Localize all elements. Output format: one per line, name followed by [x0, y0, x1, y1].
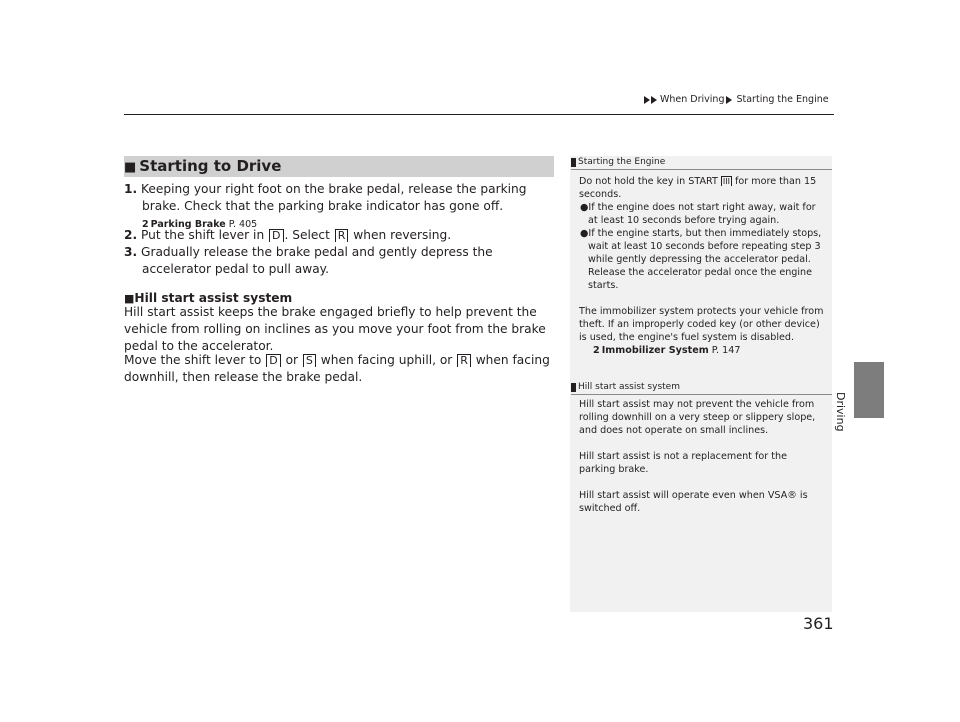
reference-icon: 2 — [142, 219, 149, 230]
shift-position-r-icon: R — [335, 229, 349, 242]
bullet-icon: ● — [580, 228, 589, 239]
note-body — [579, 175, 824, 357]
note-rule — [571, 169, 832, 170]
step-number: 3. — [124, 245, 138, 259]
note-marker-icon — [571, 383, 576, 392]
step-1 — [124, 181, 556, 233]
subsection-paragraph: Move the shift lever to D or S when facing uphill, or R when facing downhill, then release the brake pedal. — [124, 353, 550, 384]
note-body — [579, 398, 824, 515]
note-paragraph: Do not hold the key in START III for more than 15 seconds. — [579, 176, 817, 200]
note-title: Hill start assist system — [571, 382, 680, 392]
note-marker-icon — [571, 158, 576, 167]
breadcrumb-arrow-icon — [651, 96, 657, 104]
chapter-tab-label: Driving — [834, 392, 847, 432]
note-paragraph: Hill start assist may not prevent the vehicle from rolling downhill on a very steep or slippery slope, and does not operate on small inclines. — [579, 399, 816, 436]
bullet-icon: ● — [580, 202, 589, 213]
subsection-paragraph: Hill start assist keeps the brake engaged briefly to help prevent the vehicle from rolling on inclines as you move your foot from the brake pedal to the accelerator. — [124, 305, 546, 353]
square-bullet-icon: ■ — [124, 160, 137, 175]
note-paragraph: The immobilizer system protects your vehicle from theft. If an improperly coded key (or other device) is used, the engine's fuel system is disabled. — [579, 306, 824, 343]
note-paragraph: Hill start assist is not a replacement for the parking brake. — [579, 451, 787, 475]
breadcrumb-arrow-icon — [644, 96, 650, 104]
breadcrumb-item[interactable]: When Driving — [660, 94, 725, 105]
shift-position-s-icon: S — [303, 354, 316, 367]
note-paragraph: Hill start assist will operate even when VSA® is switched off. — [579, 490, 808, 514]
breadcrumb-arrow-icon — [726, 96, 732, 104]
cross-reference[interactable]: 2 Parking Brake P. 405 — [142, 219, 258, 230]
note-bullet: ●If the engine does not start right away, wait for at least 10 seconds before trying again. — [580, 202, 816, 226]
step-text: Keeping your right foot on the brake pedal, release the parking brake. Check that the parking brake indicator has gone off. — [141, 182, 527, 213]
breadcrumb-item[interactable]: Starting the Engine — [736, 94, 829, 105]
step-2: 2. Put the shift lever in D . Select R when reversing. — [124, 228, 452, 242]
note-bullet: ●If the engine starts, but then immediately stops, wait at least 10 seconds before repeating step 3 while gently depressing the accelerator pedal. Release the accelerator pedal once the engine starts. — [580, 228, 822, 291]
header-rule — [124, 114, 834, 115]
step-number: 1. — [124, 182, 138, 196]
square-bullet-icon: ■ — [124, 292, 135, 305]
subsection-title: ■Hill start assist system — [124, 291, 293, 305]
shift-position-d-icon: D — [266, 354, 280, 367]
section-title: ■ Starting to Drive — [124, 157, 282, 175]
key-position-iii-icon: III — [722, 177, 730, 186]
step-3 — [124, 244, 556, 278]
page-number: 361 — [803, 614, 834, 633]
reference-icon: 2 — [593, 345, 600, 356]
cross-reference[interactable]: 2 Immobilizer System P. 147 — [593, 345, 741, 356]
step-number: 2. — [124, 228, 138, 242]
note-title: Starting the Engine — [571, 157, 665, 167]
shift-position-d-icon: D — [269, 229, 283, 242]
breadcrumb — [644, 94, 829, 105]
shift-position-r-icon: R — [457, 354, 471, 367]
chapter-tab — [854, 362, 884, 418]
step-text: Gradually release the brake pedal and gently depress the accelerator pedal to pull away. — [141, 245, 493, 276]
note-rule — [571, 394, 832, 395]
